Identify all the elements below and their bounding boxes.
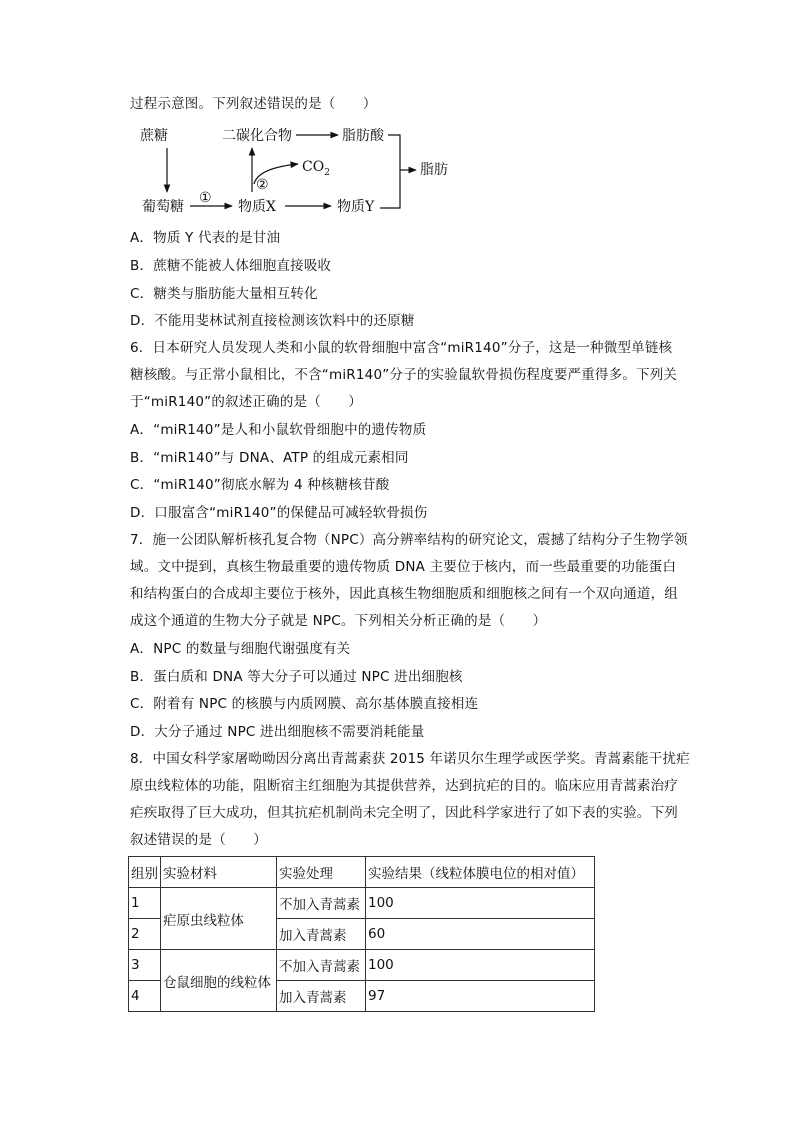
cell-material: 仓鼠细胞的线粒体 — [161, 950, 277, 1012]
table-row — [129, 888, 595, 919]
cell-group: 4 — [129, 981, 161, 1012]
label-glucose: 葡萄糖 — [142, 199, 184, 215]
q6-option-a[interactable]: A．“miR140”是人和小鼠软骨细胞中的遗传物质 — [130, 422, 427, 438]
cell-result: 100 — [366, 888, 595, 919]
q6-option-d[interactable]: D．口服富含“miR140”的保健品可减轻软骨损伤 — [130, 505, 428, 521]
header-result: 实验结果（线粒体膜电位的相对值） — [366, 857, 595, 888]
q7-option-a[interactable]: A．NPC 的数量与细胞代谢强度有关 — [130, 641, 351, 657]
co2-subscript: 2 — [324, 168, 330, 178]
q8-stem-line-3: 疟疾取得了巨大成功，但其抗疟机制尚未完全明了，因此科学家进行了如下表的实验。下列 — [130, 805, 678, 821]
q6-option-b[interactable]: B．“miR140”与 DNA、ATP 的组成元素相同 — [130, 450, 409, 466]
q5-option-a[interactable]: A．物质 Y 代表的是甘油 — [130, 230, 281, 246]
q6-stem-line-3: 于“miR140”的叙述正确的是（ ） — [130, 394, 363, 410]
cell-group: 3 — [129, 950, 161, 981]
q6-stem-line-1: 6．日本研究人员发现人类和小鼠的软骨细胞中富含“miR140”分子，这是一种微型单链核 — [130, 340, 673, 356]
q7-stem-line-4: 成这个通道的生物大分子就是 NPC。下列相关分析正确的是（ ） — [130, 613, 547, 629]
header-material: 实验材料 — [161, 857, 277, 888]
cell-treatment: 加入青蒿素 — [277, 981, 366, 1012]
q8-stem-line-2: 原虫线粒体的功能，阻断宿主红细胞为其提供营养，达到抗疟的目的。临床应用青蒿素治疗 — [130, 778, 678, 794]
label-substance-y: 物质Y — [337, 199, 375, 215]
q8-stem-line-1: 8．中国女科学家屠呦呦因分离出青蒿素获 2015 年诺贝尔生理学或医学奖。青蒿素能干扰疟 — [130, 751, 690, 767]
label-fat: 脂肪 — [420, 162, 448, 178]
label-substance-x: 物质X — [238, 199, 276, 215]
q7-option-c[interactable]: C．附着有 NPC 的核膜与内质网膜、高尔基体膜直接相连 — [130, 696, 479, 712]
q7-option-b[interactable]: B．蛋白质和 DNA 等大分子可以通过 NPC 进出细胞核 — [130, 669, 463, 685]
label-sucrose: 蔗糖 — [140, 128, 168, 144]
cell-result: 100 — [366, 950, 595, 981]
header-group: 组别 — [129, 857, 161, 888]
q5-option-c[interactable]: C．糖类与脂肪能大量相互转化 — [130, 286, 318, 302]
q5-option-d[interactable]: D．不能用斐林试剂直接检测该饮料中的还原糖 — [130, 313, 415, 329]
results-table — [128, 856, 595, 1012]
cell-treatment: 加入青蒿素 — [277, 919, 366, 950]
cell-result: 97 — [366, 981, 595, 1012]
q7-option-d[interactable]: D．大分子通过 NPC 进出细胞核不需要消耗能量 — [130, 724, 425, 740]
cell-result: 60 — [366, 919, 595, 950]
q7-stem-line-1: 7．施一公团队解析核孔复合物（NPC）高分辨率结构的研究论文，震撼了结构分子生物学领 — [130, 532, 688, 548]
q6-stem-line-2: 糖核酸。与正常小鼠相比，不含“miR140”分子的实验鼠软骨损伤程度要严重得多。下列关 — [130, 367, 678, 383]
cell-treatment: 不加入青蒿素 — [277, 950, 366, 981]
cell-material: 疟原虫线粒体 — [161, 888, 277, 950]
cell-treatment: 不加入青蒿素 — [277, 888, 366, 919]
label-co2 — [302, 159, 330, 178]
table-row — [129, 950, 595, 981]
label-fatty-acid: 脂肪酸 — [342, 128, 384, 144]
bracket-to-fat — [380, 135, 400, 208]
co2-main: CO — [302, 159, 325, 175]
label-step-2: ② — [256, 177, 269, 193]
cell-group: 2 — [129, 919, 161, 950]
q7-stem-line-2: 域。文中提到，真核生物最重要的遗传物质 DNA 主要位于核内，而一些最重要的功能蛋白 — [130, 559, 677, 575]
sugar-to-fat-diagram — [130, 122, 470, 222]
q6-option-c[interactable]: C．“miR140”彻底水解为 4 种核糖核苷酸 — [130, 477, 390, 493]
label-step-1: ① — [199, 190, 212, 206]
q5-option-b[interactable]: B．蔗糖不能被人体细胞直接吸收 — [130, 258, 332, 274]
table-header-row — [129, 857, 595, 888]
header-treatment: 实验处理 — [277, 857, 366, 888]
question-5-intro: 过程示意图。下列叙述错误的是（ ） — [130, 96, 377, 112]
q7-stem-line-3: 和结构蛋白的合成却主要位于核外，因此真核生物细胞质和细胞核之间有一个双向通道，组 — [130, 586, 678, 602]
q8-stem-line-4: 叙述错误的是（ ） — [130, 832, 267, 848]
cell-group: 1 — [129, 888, 161, 919]
label-two-carbon-compound: 二碳化合物 — [222, 128, 292, 144]
